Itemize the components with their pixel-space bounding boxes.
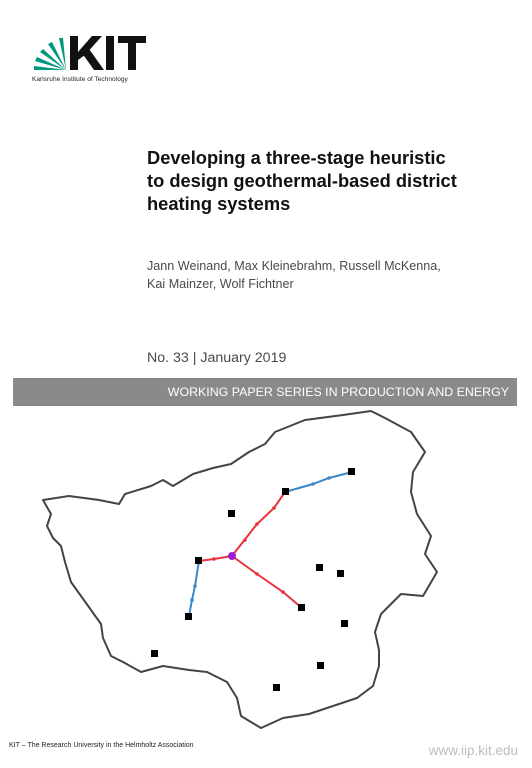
node-square (185, 613, 192, 620)
authors (147, 257, 441, 293)
footer (0, 735, 532, 768)
title-line: Developing a three-stage heuristic (147, 147, 446, 168)
kit-logo-rays (34, 38, 66, 70)
series-banner (13, 378, 517, 406)
kit-logo-wordmark (70, 36, 146, 70)
node-square (316, 564, 323, 571)
line-marker (255, 522, 259, 526)
network-map-figure (13, 406, 517, 736)
paper-title (147, 146, 507, 215)
region-outline (43, 411, 437, 728)
node-square (298, 604, 305, 611)
title-line: heating systems (147, 193, 291, 214)
hub-node (228, 552, 236, 560)
node-square (282, 488, 289, 495)
node-square (195, 557, 202, 564)
line-marker (193, 584, 197, 588)
line-marker (272, 506, 276, 510)
line-marker (255, 572, 259, 576)
line-marker (212, 557, 216, 561)
issue-date: No. 33 | January 2019 (147, 350, 287, 366)
line-marker (311, 482, 315, 486)
series-label: WORKING PAPER SERIES IN PRODUCTION AND ENERGY (167, 385, 509, 399)
title-line: to design geothermal-based district (147, 170, 457, 191)
line-marker (281, 590, 285, 594)
authors-line: Jann Weinand, Max Kleinebrahm, Russell McKenna, (147, 259, 441, 273)
node-square (317, 662, 324, 669)
footer-url[interactable]: www.iip.kit.edu (428, 743, 518, 758)
node-square (337, 570, 344, 577)
footer-association: KIT – The Research University in the Helmholtz Association (9, 742, 194, 749)
line-marker (243, 538, 247, 542)
line-marker (190, 598, 194, 602)
node-square (348, 468, 355, 475)
line-marker (327, 476, 331, 480)
node-square (151, 650, 158, 657)
logo-tagline: Karlsruhe Institute of Technology (32, 76, 128, 83)
node-square (228, 510, 235, 517)
node-square (273, 684, 280, 691)
authors-line: Kai Mainzer, Wolf Fichtner (147, 277, 294, 291)
node-square (341, 620, 348, 627)
